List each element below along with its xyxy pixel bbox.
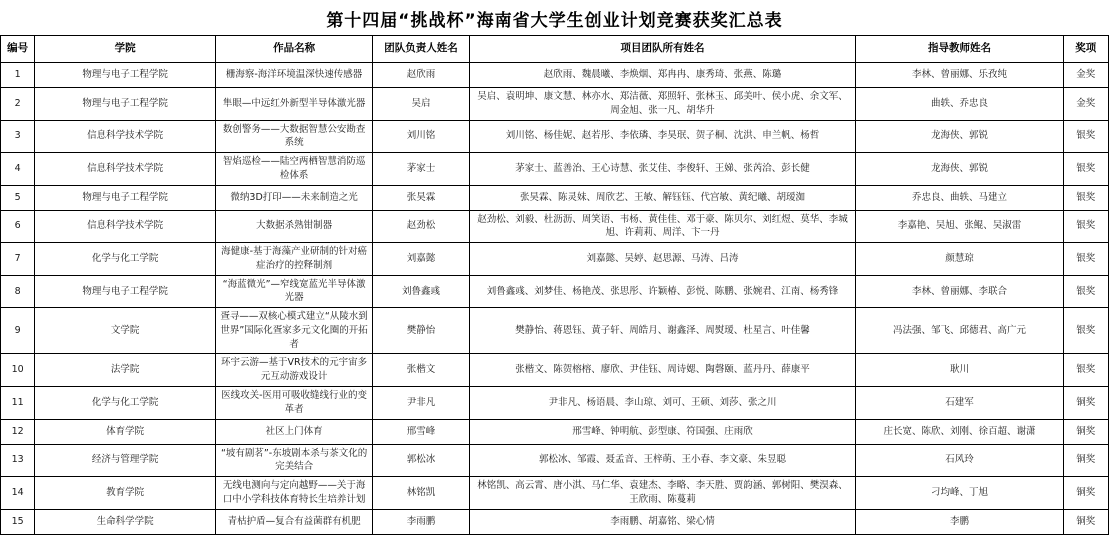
advisors-cell: 曲轶、乔忠良	[856, 88, 1063, 121]
row-number: 12	[1, 419, 35, 444]
advisors-cell: 乔忠良、曲轶、马建立	[856, 185, 1063, 210]
award-cell: 铜奖	[1063, 509, 1108, 534]
college-cell: 经济与管理学院	[35, 444, 216, 477]
row-number: 6	[1, 210, 35, 243]
award-cell: 金奖	[1063, 88, 1108, 121]
team-members-cell: 刘嘉懿、吴婷、赵思源、马涛、吕涛	[469, 243, 856, 276]
row-number: 3	[1, 120, 35, 153]
team-members-cell: 茅家士、蓝善治、王心诗慧、张艾佳、李俊轩、王娣、张芮洽、彭长健	[469, 153, 856, 186]
work-title-cell: 海健康-基于海藻产业研制的针对癌症治疗的控释制剂	[215, 243, 372, 276]
team-members-cell: 郭松冰、邹霞、聂孟音、王梓萌、王小春、李文豪、朱昱聪	[469, 444, 856, 477]
advisors-cell: 耿川	[856, 354, 1063, 387]
award-cell: 银奖	[1063, 243, 1108, 276]
team-members-cell: 吴启、袁明坤、康文慧、林亦水、郑洁薇、郑照轩、张林玉、邱美叶、侯小虎、余文军、周金旭、张一凡、胡华升	[469, 88, 856, 121]
row-number: 14	[1, 477, 35, 510]
college-cell: 物理与电子工程学院	[35, 88, 216, 121]
row-number: 10	[1, 354, 35, 387]
advisors-cell: 石建军	[856, 387, 1063, 420]
team-leader-cell: 李雨鹏	[373, 509, 469, 534]
award-cell: 银奖	[1063, 153, 1108, 186]
team-members-cell: 刘鲁鑫彧、刘梦佳、杨艳茂、张思彤、许颖椿、彭悦、陈鹏、张婉君、江南、杨秀锋	[469, 275, 856, 308]
college-cell: 化学与化工学院	[35, 243, 216, 276]
college-cell: 物理与电子工程学院	[35, 63, 216, 88]
row-number: 1	[1, 63, 35, 88]
work-title-cell: “坡有剧茗”-东坡剧本杀与茶文化的完美结合	[215, 444, 372, 477]
team-leader-cell: 刘川铭	[373, 120, 469, 153]
work-title-cell: 无线电测向与定向越野——关于海口中小学科技体育特长生培养计划	[215, 477, 372, 510]
table-row	[1, 210, 1109, 243]
header-leader: 团队负责人姓名	[373, 36, 469, 63]
table-row	[1, 243, 1109, 276]
advisors-cell: 刁均峰、丁旭	[856, 477, 1063, 510]
work-title-cell: “海蓝微光”—窄线宽蓝光半导体激光器	[215, 275, 372, 308]
award-cell: 金奖	[1063, 63, 1108, 88]
work-title-cell: 大数据杀熟钳制器	[215, 210, 372, 243]
team-leader-cell: 张楷文	[373, 354, 469, 387]
team-members-cell: 林铭凯、高云霄、唐小淇、马仁华、袁建杰、李略、李天胜、贾韵涵、郭树阳、樊淏森、王欣雨、陈蔓莉	[469, 477, 856, 510]
table-header-row	[1, 36, 1109, 63]
team-members-cell: 赵劲松、刘毅、杜沥沥、周笑语、韦杨、黄佳佳、邓于豪、陈贝尔、刘红煜、莫华、李城旭、许莉莉、周洋、卞一丹	[469, 210, 856, 243]
table-row	[1, 63, 1109, 88]
header-team: 项目团队所有姓名	[469, 36, 856, 63]
row-number: 7	[1, 243, 35, 276]
table-row	[1, 444, 1109, 477]
table-row	[1, 509, 1109, 534]
work-title-cell: 数创警务——大数据智慧公安勘查系统	[215, 120, 372, 153]
table-row	[1, 354, 1109, 387]
header-award: 奖项	[1063, 36, 1108, 63]
work-title-cell: 智焰巡检——陆空两栖智慧消防巡检体系	[215, 153, 372, 186]
team-leader-cell: 郭松冰	[373, 444, 469, 477]
row-number: 11	[1, 387, 35, 420]
header-college: 学院	[35, 36, 216, 63]
college-cell: 生命科学学院	[35, 509, 216, 534]
award-cell: 铜奖	[1063, 419, 1108, 444]
team-leader-cell: 刘鲁鑫彧	[373, 275, 469, 308]
team-leader-cell: 邢雪峰	[373, 419, 469, 444]
college-cell: 信息科学技术学院	[35, 210, 216, 243]
table-row	[1, 308, 1109, 354]
advisors-cell: 李嘉艳、吴旭、张鲲、吴淑雷	[856, 210, 1063, 243]
college-cell: 化学与化工学院	[35, 387, 216, 420]
table-row	[1, 153, 1109, 186]
award-cell: 银奖	[1063, 210, 1108, 243]
team-leader-cell: 吴启	[373, 88, 469, 121]
team-members-cell: 张昊霖、陈灵妹、周欣艺、王敏、解钰钰、代宫敏、黄纪曦、胡瑷洳	[469, 185, 856, 210]
header-work: 作品名称	[215, 36, 372, 63]
award-cell: 铜奖	[1063, 477, 1108, 510]
page-title: 第十四届“挑战杯”海南省大学生创业计划竞赛获奖汇总表	[326, 11, 783, 31]
work-title-cell: 隼眼—中远红外新型半导体激光器	[215, 88, 372, 121]
award-cell: 铜奖	[1063, 444, 1108, 477]
award-cell: 银奖	[1063, 275, 1108, 308]
work-title-cell: 医线攻关-医用可吸收缝线行业的变革者	[215, 387, 372, 420]
college-cell: 信息科学技术学院	[35, 120, 216, 153]
advisors-cell: 庄长宽、陈欣、刘刚、徐百超、谢潇	[856, 419, 1063, 444]
advisors-cell: 李鹏	[856, 509, 1063, 534]
college-cell: 信息科学技术学院	[35, 153, 216, 186]
award-summary-table	[0, 35, 1109, 535]
advisors-cell: 李林、曾丽娜、李联合	[856, 275, 1063, 308]
award-cell: 银奖	[1063, 185, 1108, 210]
college-cell: 法学院	[35, 354, 216, 387]
row-number: 15	[1, 509, 35, 534]
table-body	[1, 63, 1109, 535]
work-title-cell: 青枯护盾—复合有益菌群有机肥	[215, 509, 372, 534]
table-row	[1, 477, 1109, 510]
row-number: 9	[1, 308, 35, 354]
work-title-cell: 微纳3D打印——未来制造之光	[215, 185, 372, 210]
advisors-cell: 石风玲	[856, 444, 1063, 477]
team-members-cell: 尹非凡、杨语晨、李山琼、刘可、王硕、刘莎、张之川	[469, 387, 856, 420]
work-title-cell: 栅海察-海洋环境温深快速传感器	[215, 63, 372, 88]
college-cell: 物理与电子工程学院	[35, 275, 216, 308]
team-leader-cell: 茅家士	[373, 153, 469, 186]
team-leader-cell: 赵欣雨	[373, 63, 469, 88]
table-row	[1, 275, 1109, 308]
advisors-cell: 颜慧琼	[856, 243, 1063, 276]
team-members-cell: 樊静怡、蒋恩钰、黄子轩、周皓月、谢鑫泽、周熨瑷、杜星言、叶佳馨	[469, 308, 856, 354]
work-title-cell: 环宇云游—基于VR技术的元宇宙多元互动游戏设计	[215, 354, 372, 387]
advisors-cell: 龙海侠、郭锐	[856, 153, 1063, 186]
advisors-cell: 李林、曾丽娜、乐孜纯	[856, 63, 1063, 88]
team-leader-cell: 刘嘉懿	[373, 243, 469, 276]
team-members-cell: 邢雪峰、钟明航、彭型康、符国强、庄雨欣	[469, 419, 856, 444]
team-members-cell: 张楷文、陈贺榕榕、廖欣、尹佳钰、周诗媤、陶磬颐、蓝丹丹、薛康平	[469, 354, 856, 387]
table-row	[1, 387, 1109, 420]
team-members-cell: 李雨鹏、胡嘉铭、梁心情	[469, 509, 856, 534]
award-cell: 银奖	[1063, 308, 1108, 354]
college-cell: 文学院	[35, 308, 216, 354]
header-no: 编号	[1, 36, 35, 63]
team-members-cell: 刘川铭、杨佳妮、赵若彤、李依璘、李昊珉、贺子桐、沈洪、申兰帆、杨哲	[469, 120, 856, 153]
row-number: 4	[1, 153, 35, 186]
row-number: 2	[1, 88, 35, 121]
row-number: 13	[1, 444, 35, 477]
college-cell: 体育学院	[35, 419, 216, 444]
work-title-cell: 疍寻——双核心模式建立“从陵水到世界”国际化疍家多元文化圈的开拓者	[215, 308, 372, 354]
row-number: 8	[1, 275, 35, 308]
row-number: 5	[1, 185, 35, 210]
team-leader-cell: 赵劲松	[373, 210, 469, 243]
advisors-cell: 龙海侠、郭锐	[856, 120, 1063, 153]
table-row	[1, 88, 1109, 121]
work-title-cell: 社区上门体育	[215, 419, 372, 444]
team-leader-cell: 樊静怡	[373, 308, 469, 354]
team-leader-cell: 张昊霖	[373, 185, 469, 210]
award-cell: 银奖	[1063, 120, 1108, 153]
table-row	[1, 120, 1109, 153]
header-advisor: 指导教师姓名	[856, 36, 1063, 63]
team-members-cell: 赵欣雨、魏晨曦、李焕烟、郑冉冉、康秀琦、张燕、陈璐	[469, 63, 856, 88]
team-leader-cell: 林铭凯	[373, 477, 469, 510]
team-leader-cell: 尹非凡	[373, 387, 469, 420]
advisors-cell: 冯法强、邹飞、邱德君、高广元	[856, 308, 1063, 354]
table-row	[1, 185, 1109, 210]
award-cell: 铜奖	[1063, 387, 1108, 420]
college-cell: 物理与电子工程学院	[35, 185, 216, 210]
table-row	[1, 419, 1109, 444]
award-cell: 银奖	[1063, 354, 1108, 387]
college-cell: 教育学院	[35, 477, 216, 510]
